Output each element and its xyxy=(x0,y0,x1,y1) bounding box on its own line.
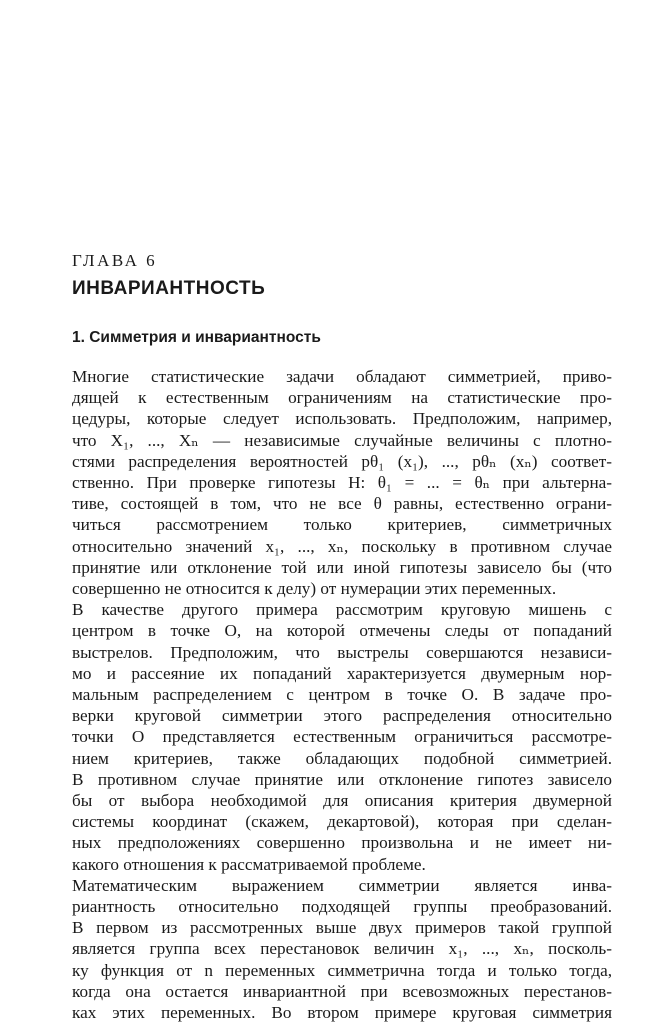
text-line: ственно. При проверке гипотезы H: θ₁ = ... = θₙ при альтерна- xyxy=(72,473,612,493)
text-line: принятие или отклонение той или иной гипотезы зависело бы (что xyxy=(72,557,612,577)
text-line: мальным распределением с центром в точке O. В задаче про- xyxy=(72,685,612,705)
text-line: нием критериев, также обладающих подобной симметрией. xyxy=(72,748,612,768)
text-line: цедуры, которые следует использовать. Предположим, например, xyxy=(72,409,612,429)
text-line: что X₁, ..., Xₙ — независимые случайные величины с плотно- xyxy=(72,430,612,450)
text-line: стями распределения вероятностей pθ₁ (x₁), ..., pθₙ (xₙ) соответ- xyxy=(72,451,612,471)
chapter-label: ГЛАВА 6 xyxy=(72,251,158,270)
text-line: совершенно не относится к делу) от нумерации этих переменных. xyxy=(72,579,557,599)
text-line: точки O представляется естественным ограничиться рассмотре- xyxy=(72,727,612,747)
text-line: центром в точке O, на которой отмечены следы от попаданий xyxy=(72,621,612,641)
text-line: дящей к естественным ограничениям на статистические про- xyxy=(72,388,612,408)
body-text xyxy=(72,366,612,1023)
text-line: читься рассмотрением только критериев, симметричных xyxy=(72,515,612,535)
text-line: В противном случае принятие или отклонение гипотез зависело xyxy=(72,769,612,789)
text-line: ных предположениях совершенно произвольна и не имеет ни- xyxy=(72,833,612,853)
text-line: ку функция от n переменных симметрична тогда и только тогда, xyxy=(72,960,612,980)
text-line: мо и рассеяние их попаданий характеризуется двумерным нор- xyxy=(72,663,612,683)
page-content xyxy=(72,250,612,1023)
text-line: системы координат (скажем, декартовой), которая при сделан- xyxy=(72,812,612,832)
text-line: В первом из рассмотренных выше двух примеров такой группой xyxy=(72,918,612,938)
text-line: бы от выбора необходимой для описания критерия двумерной xyxy=(72,791,612,811)
text-line: верки круговой симметрии этого распределения относительно xyxy=(72,706,612,726)
text-line: является группа всех перестановок величин x₁, ..., xₙ, посколь- xyxy=(72,939,612,959)
text-line: когда она остается инвариантной при всевозможных перестанов- xyxy=(72,981,612,1001)
text-line: какого отношения к рассматриваемой проблеме. xyxy=(72,854,426,874)
text-line: В качестве другого примера рассмотрим круговую мишень с xyxy=(72,600,612,620)
text-line: риантность относительно подходящей группы преобразований. xyxy=(72,897,612,917)
text-line: относительно значений x₁, ..., xₙ, поскольку в противном случае xyxy=(72,536,612,556)
text-line: Математическим выражением симметрии является инва- xyxy=(72,875,612,895)
text-line: выстрелов. Предположим, что выстрелы совершаются независи- xyxy=(72,642,612,662)
chapter-title: ИНВАРИАНТНОСТЬ xyxy=(72,278,266,299)
text-line: ках этих переменных. Во втором примере круговая симметрия xyxy=(72,1003,612,1023)
text-line: Многие статистические задачи обладают симметрией, приво- xyxy=(72,367,612,386)
text-line: тиве, состоящей в том, что не все θ равны, естественно ограни- xyxy=(72,494,612,514)
section-heading: 1. Симметрия и инвариантность xyxy=(72,329,321,346)
